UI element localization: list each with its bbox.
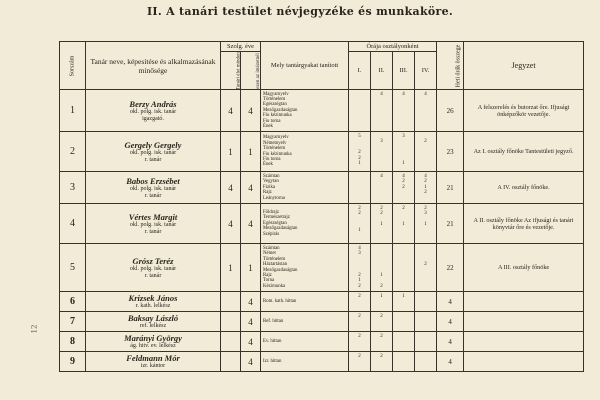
subject-item: Háztartástan [263, 262, 287, 268]
years-here-cell [241, 244, 261, 292]
teacher-row [60, 132, 584, 172]
subject-item: Fiu torna [263, 156, 281, 162]
class-1-hours-cell [349, 352, 371, 372]
class-2-hours-cell [371, 172, 393, 204]
teacher-qualification: okl. polg. isk. tanár [129, 149, 177, 156]
years-total: 4 [228, 182, 233, 193]
header-class-1: I. [349, 52, 371, 90]
teacher-name: Krizsek János [128, 293, 178, 303]
subject-item: Fiu torna [263, 118, 281, 124]
teacher-row [60, 292, 584, 312]
hours-value: 2 [358, 354, 361, 359]
class-4-hours-cell [415, 172, 437, 204]
hours-value: 3 [358, 251, 361, 257]
teacher-position: r. tanár [144, 192, 162, 199]
teacher-name-cell [86, 244, 221, 292]
class-2-hours-cell [371, 292, 393, 312]
weekly-total: 4 [448, 357, 452, 366]
subject-item: Fiu kézimunka [263, 113, 292, 119]
years-here: 1 [248, 146, 253, 157]
subjects-cell [261, 332, 349, 352]
row-index-cell [60, 204, 86, 244]
subject-item: Számtan [263, 173, 280, 179]
class-2-hours-cell [371, 132, 393, 172]
teacher-qualification: okl. polg. isk. tanár [129, 185, 177, 192]
years-here-cell [241, 352, 261, 372]
note-cell [464, 204, 584, 244]
years-total: 1 [228, 262, 233, 273]
hours-value: 2 [358, 206, 361, 211]
row-index-cell [60, 244, 86, 292]
subjects-cell [261, 90, 349, 132]
weekly-total-cell [437, 172, 464, 204]
side-page-number: 12 [30, 324, 39, 334]
teacher-name: Marányi György [124, 333, 182, 343]
subject-item: Történelem [263, 96, 286, 102]
years-here: 4 [248, 218, 253, 229]
hours-value: 1 [380, 222, 383, 228]
row-index: 8 [70, 336, 75, 347]
class-3-hours-cell [393, 204, 415, 244]
hours-value: 3 [380, 139, 383, 145]
years-here: 4 [248, 356, 253, 367]
class-3-hours-cell [393, 292, 415, 312]
header-service-total: Tanári élet minden [221, 52, 241, 90]
hours-value: 2 [424, 190, 427, 196]
row-index-cell [60, 312, 86, 332]
subject-item: Német [263, 251, 276, 257]
teacher-note: Az I. osztály főnöke Tantestületi jegyző. [473, 148, 574, 155]
teacher-name: Feldmann Mór [126, 353, 180, 363]
note-cell [464, 312, 584, 332]
subjects-cell [261, 244, 349, 292]
subject-item: Ének [263, 162, 273, 168]
class-1-hours-cell [349, 332, 371, 352]
row-index-cell [60, 90, 86, 132]
note-cell [464, 244, 584, 292]
class-2-hours-cell [371, 352, 393, 372]
hours-value: 2 [358, 211, 361, 217]
header-weekly-hours: Órája osztályonként [349, 42, 437, 52]
row-index: 4 [70, 218, 75, 229]
teacher-name: Babos Erzsébet [126, 175, 180, 186]
class-2-hours-cell [371, 332, 393, 352]
header-class-4: IV. [415, 52, 437, 90]
hours-value: 1 [358, 278, 361, 284]
teacher-note: A III. osztály főnöke [497, 264, 550, 271]
years-here: 4 [248, 316, 253, 327]
subject-item: Torna [263, 278, 275, 284]
row-index: 2 [70, 146, 75, 157]
row-index: 9 [70, 356, 75, 367]
note-cell [464, 90, 584, 132]
header-total: Heti órák összege [437, 42, 464, 90]
hours-value: 4 [402, 92, 405, 97]
teacher-qualification: ref. lelkész [139, 323, 167, 329]
weekly-total-cell [437, 204, 464, 244]
hours-value: 4 [402, 174, 405, 179]
weekly-total: 4 [448, 337, 452, 346]
hours-value: 2 [402, 179, 405, 185]
weekly-total: 4 [448, 317, 452, 326]
hours-value: 4 [380, 92, 383, 97]
teacher-row [60, 244, 584, 292]
teacher-name-cell [86, 172, 221, 204]
subject-item: Természetrajz [263, 215, 290, 221]
years-here: 4 [248, 336, 253, 347]
teacher-name: Baksay László [127, 313, 179, 323]
header-class-2: II. [371, 52, 393, 90]
class-3-hours-cell [393, 332, 415, 352]
subjects-cell [261, 352, 349, 372]
years-here-cell [241, 204, 261, 244]
class-1-hours-cell [349, 204, 371, 244]
subjects-cell [261, 204, 349, 244]
subjects-cell [261, 292, 349, 312]
weekly-total-cell [437, 332, 464, 352]
header-service-years: Szolg. éve [221, 42, 261, 52]
teacher-name: Gergely Gergely [124, 139, 182, 150]
hours-value: 2 [358, 273, 361, 279]
class-4-hours-cell [415, 312, 437, 332]
hours-value: 2 [358, 283, 361, 289]
hours-value: 1 [424, 222, 427, 228]
weekly-total: 21 [446, 183, 454, 192]
class-3-hours-cell [393, 244, 415, 292]
subject-item: Földrajz [263, 209, 280, 215]
class-1-hours-cell [349, 244, 371, 292]
years-here: 4 [248, 105, 253, 116]
class-4-hours-cell [415, 244, 437, 292]
hours-value: 2 [424, 262, 427, 268]
weekly-total: 21 [446, 219, 454, 228]
hours-value: 2 [380, 314, 383, 319]
years-here-cell [241, 90, 261, 132]
subject-item: Számtan [263, 245, 280, 251]
years-here-cell [241, 332, 261, 352]
subject-item: Magyarnyelv [263, 135, 289, 141]
header-subjects: Mely tantárgyakat tanított [261, 42, 349, 90]
subjects-cell [261, 312, 349, 332]
hours-value: 2 [380, 354, 383, 359]
years-here: 1 [248, 262, 253, 273]
teacher-qualification: okl. polg. isk. tanár [129, 108, 177, 115]
weekly-total-cell [437, 132, 464, 172]
subject-item: Rajz [263, 190, 272, 196]
years-here-cell [241, 172, 261, 204]
teacher-position: r. tanár [144, 228, 162, 235]
hours-value: 2 [358, 150, 361, 156]
subject-item: Németnyelv [263, 140, 287, 146]
hours-value: 2 [402, 184, 405, 190]
header-class-3: III. [393, 52, 415, 90]
years-here-cell [241, 292, 261, 312]
teacher-row [60, 172, 584, 204]
teacher-name-cell [86, 90, 221, 132]
teacher-qualification: ág. hitv. ev. lelkész [130, 343, 176, 349]
hours-value: 2 [380, 283, 383, 289]
teacher-row [60, 332, 584, 352]
row-index: 6 [70, 296, 75, 307]
subject-item: Rom. kath. hittan [263, 298, 297, 304]
teacher-name-cell [86, 332, 221, 352]
years-total-cell [221, 244, 241, 292]
hours-value: 3 [402, 134, 405, 139]
note-cell [464, 332, 584, 352]
teacher-row [60, 352, 584, 372]
hours-value: 2 [424, 179, 427, 185]
hours-value: 1 [380, 273, 383, 279]
hours-value: 4 [424, 174, 427, 179]
years-total-cell [221, 312, 241, 332]
hours-value: 1 [424, 184, 427, 190]
header-note: Jegyzet [464, 42, 584, 90]
years-total-cell [221, 172, 241, 204]
row-index-cell [60, 292, 86, 312]
subject-item: Mezőgazdaságtan [263, 267, 298, 273]
teacher-row [60, 312, 584, 332]
subject-item: Egészségtan [263, 220, 287, 226]
note-cell [464, 172, 584, 204]
teacher-name: Berzy András [129, 98, 177, 109]
row-index-cell [60, 352, 86, 372]
weekly-total-cell [437, 90, 464, 132]
teacher-qualification: okl. polg. isk. tanár [129, 221, 177, 228]
note-cell [464, 292, 584, 312]
subject-item: Vegytan [263, 179, 279, 185]
hours-value: 1 [402, 161, 405, 167]
years-total-cell [221, 90, 241, 132]
hours-value: 2 [380, 206, 383, 211]
row-index-cell [60, 172, 86, 204]
class-1-hours-cell [349, 312, 371, 332]
subject-item: Történelem [263, 256, 286, 262]
hours-value: 2 [358, 294, 361, 299]
class-2-hours-cell [371, 204, 393, 244]
hours-value: 2 [424, 139, 427, 145]
class-4-hours-cell [415, 204, 437, 244]
class-1-hours-cell [349, 90, 371, 132]
row-index-cell [60, 332, 86, 352]
subject-item: Szépirás [263, 231, 280, 237]
hours-value: 1 [358, 227, 361, 233]
class-4-hours-cell [415, 292, 437, 312]
years-here-cell [241, 132, 261, 172]
years-here-cell [241, 312, 261, 332]
subject-item: Egészségtan [263, 102, 287, 108]
hours-value: 2 [380, 334, 383, 339]
teacher-row [60, 90, 584, 132]
hours-value: 2 [424, 206, 427, 211]
weekly-total-cell [437, 292, 464, 312]
row-index: 1 [70, 105, 75, 116]
teacher-note: A felszerelés és butorzat őre. Ifjusági önképzőkör vezetője. [477, 103, 570, 118]
subject-item: Történelem [263, 146, 286, 152]
teacher-name-cell [86, 312, 221, 332]
hours-value: 2 [380, 211, 383, 217]
teacher-position: r. tanár [144, 156, 162, 163]
subjects-cell [261, 172, 349, 204]
subject-item: Ev. hittan [263, 338, 282, 344]
years-total: 1 [228, 146, 233, 157]
teacher-position: r. tanár [144, 272, 162, 279]
subject-item: Leánytorna [263, 195, 285, 201]
hours-value: 1 [402, 294, 405, 299]
class-1-hours-cell [349, 172, 371, 204]
weekly-total: 22 [446, 263, 454, 272]
hours-value: 2 [358, 314, 361, 319]
class-1-hours-cell [349, 132, 371, 172]
subject-item: Izr. hittan [263, 358, 282, 364]
class-4-hours-cell [415, 352, 437, 372]
teachers-table [59, 41, 584, 372]
hours-value: 1 [380, 294, 383, 299]
hours-value: 4 [380, 174, 383, 179]
hours-value: 1 [402, 222, 405, 228]
class-1-hours-cell [349, 292, 371, 312]
page-title: II. A tanári testület névjegyzéke és munkaköre. [146, 5, 454, 18]
weekly-total-cell [437, 244, 464, 292]
hours-value: 2 [358, 334, 361, 339]
class-3-hours-cell [393, 90, 415, 132]
hours-value: 3 [424, 211, 427, 217]
teacher-qualification: izr. kántor [140, 363, 166, 369]
class-4-hours-cell [415, 90, 437, 132]
class-4-hours-cell [415, 132, 437, 172]
weekly-total: 4 [448, 297, 452, 306]
subject-item: Magyarnyelv [263, 91, 289, 97]
subject-item: Fiu kézimunka [263, 151, 292, 157]
class-4-hours-cell [415, 332, 437, 352]
row-index-cell [60, 132, 86, 172]
subject-item: Mezőgazdaságtan [263, 226, 298, 232]
class-3-hours-cell [393, 352, 415, 372]
teacher-name-cell [86, 204, 221, 244]
weekly-total-cell [437, 352, 464, 372]
years-total-cell [221, 332, 241, 352]
hours-value: 2 [358, 155, 361, 161]
teacher-qualification: okl. polg. isk. tanár [129, 265, 177, 272]
years-here: 4 [248, 296, 253, 307]
class-3-hours-cell [393, 172, 415, 204]
years-total-cell [221, 132, 241, 172]
row-index: 3 [70, 182, 75, 193]
years-total-cell [221, 292, 241, 312]
note-cell [464, 132, 584, 172]
class-2-hours-cell [371, 244, 393, 292]
row-index: 5 [70, 262, 75, 273]
class-2-hours-cell [371, 312, 393, 332]
hours-value: 4 [358, 246, 361, 251]
hours-value: 1 [358, 161, 361, 167]
years-total: 4 [228, 105, 233, 116]
header-name: Tanár neve, képesítése és alkalmazásának minősége [86, 42, 221, 90]
teacher-name-cell [86, 352, 221, 372]
hours-value: 5 [358, 134, 361, 139]
teacher-qualification: r. kath. lelkész [135, 303, 171, 309]
header-index: Sorszám [60, 42, 86, 90]
weekly-total: 23 [446, 147, 454, 156]
class-3-hours-cell [393, 132, 415, 172]
weekly-total-cell [437, 312, 464, 332]
subject-item: Mezőgazdaságtan [263, 107, 298, 113]
teacher-row [60, 204, 584, 244]
hours-value: 4 [424, 92, 427, 97]
teacher-name-cell [86, 132, 221, 172]
teacher-note: A IV. osztály főnöke. [497, 184, 550, 191]
teacher-name: Grósz Teréz [132, 255, 174, 266]
row-index: 7 [70, 316, 75, 327]
class-3-hours-cell [393, 312, 415, 332]
years-here: 4 [248, 182, 253, 193]
subject-item: Ének [263, 124, 273, 130]
subject-item: Ref. hittan [263, 318, 284, 324]
years-total-cell [221, 352, 241, 372]
weekly-total: 26 [446, 106, 454, 115]
teacher-note: A II. osztály főnöke Az ifjusági és tanári könyvtár őre és vezetője. [473, 216, 574, 231]
hours-value: 2 [402, 206, 405, 211]
class-2-hours-cell [371, 90, 393, 132]
subject-item: Kézimunka [263, 283, 286, 289]
subjects-cell [261, 132, 349, 172]
header-service-here: ezen az intézetnél [241, 52, 261, 90]
years-total: 4 [228, 218, 233, 229]
teacher-name: Vértes Margit [128, 211, 178, 222]
subject-item: Rajz [263, 272, 272, 278]
teacher-position: igazgató. [142, 115, 164, 122]
subject-item: Fizika [263, 184, 276, 190]
teacher-name-cell [86, 292, 221, 312]
note-cell [464, 352, 584, 372]
years-total-cell [221, 204, 241, 244]
